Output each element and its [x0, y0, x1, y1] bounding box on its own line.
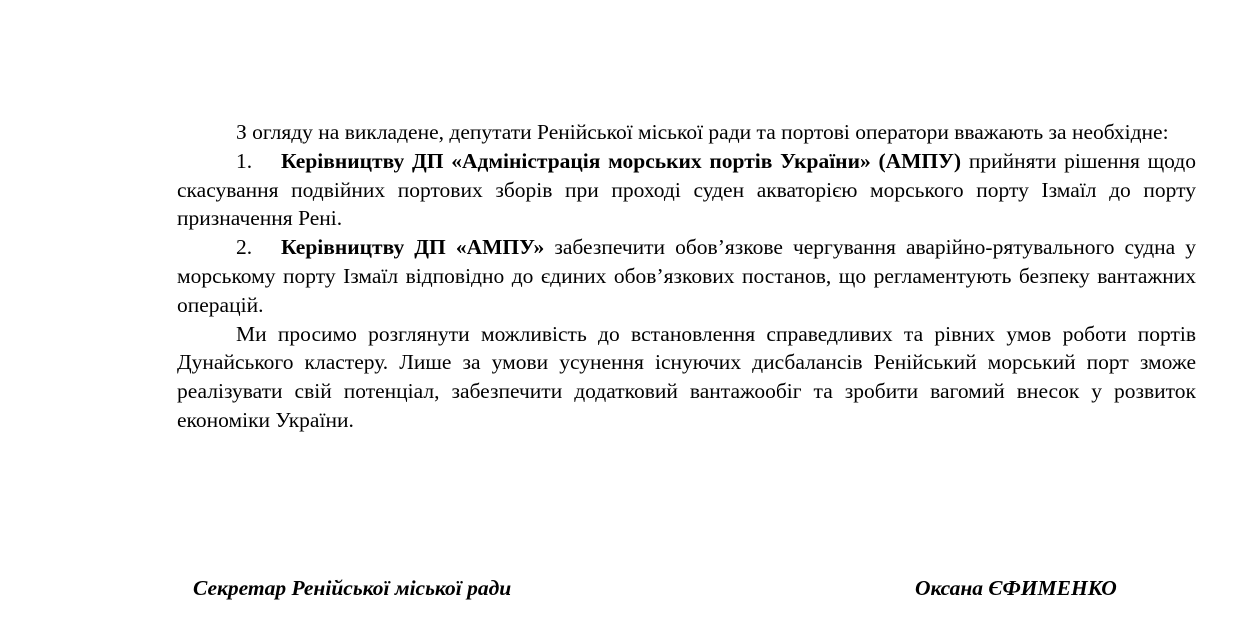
list-item-number: 1.	[236, 148, 253, 173]
closing-paragraph	[177, 320, 1196, 435]
signature-name: Оксана ЄФИМЕНКО	[915, 576, 1117, 600]
list-item-number: 2.	[236, 235, 253, 260]
document-body	[177, 118, 1196, 435]
list-item-addressee: Керівництву ДП «АМПУ»	[281, 235, 545, 260]
closing-text: Ми просимо розглянути можливість до встановлення справедливих та рівних умов роботи портів Дунайського кластеру. Лише за умови усунення існуючих дисбалансів Ренійський морський порт зможе реалізувати свій потенціал, забезпечити додатковий вантажообіг та зробити вагомий внесок у розвиток економіки України.	[177, 321, 1196, 432]
list-item-2	[177, 233, 1196, 319]
list-item-text: забезпечити обов’язкове чергування аварійно-рятувального судна у морському порту Ізмаїл відповідно до єдиних обов’язкових постанов, що регламентують безпеку вантажних операцій.	[177, 235, 1196, 317]
list-item-text: прийняти рішення щодо скасування подвійних портових зборів при проході суден акваторією морського порту Ізмаїл до порту призначення Рені.	[177, 148, 1196, 231]
list-item-addressee: Керівництву ДП «Адміністрація морських портів України» (АМПУ)	[281, 148, 962, 173]
intro-paragraph	[177, 118, 1196, 147]
signature-position: Секретар Ренійської міської ради	[193, 576, 512, 600]
list-item-1	[177, 147, 1196, 233]
intro-text: З огляду на викладене, депутати Ренійської міської ради та портові оператори вважають за необхідне:	[236, 120, 1169, 144]
